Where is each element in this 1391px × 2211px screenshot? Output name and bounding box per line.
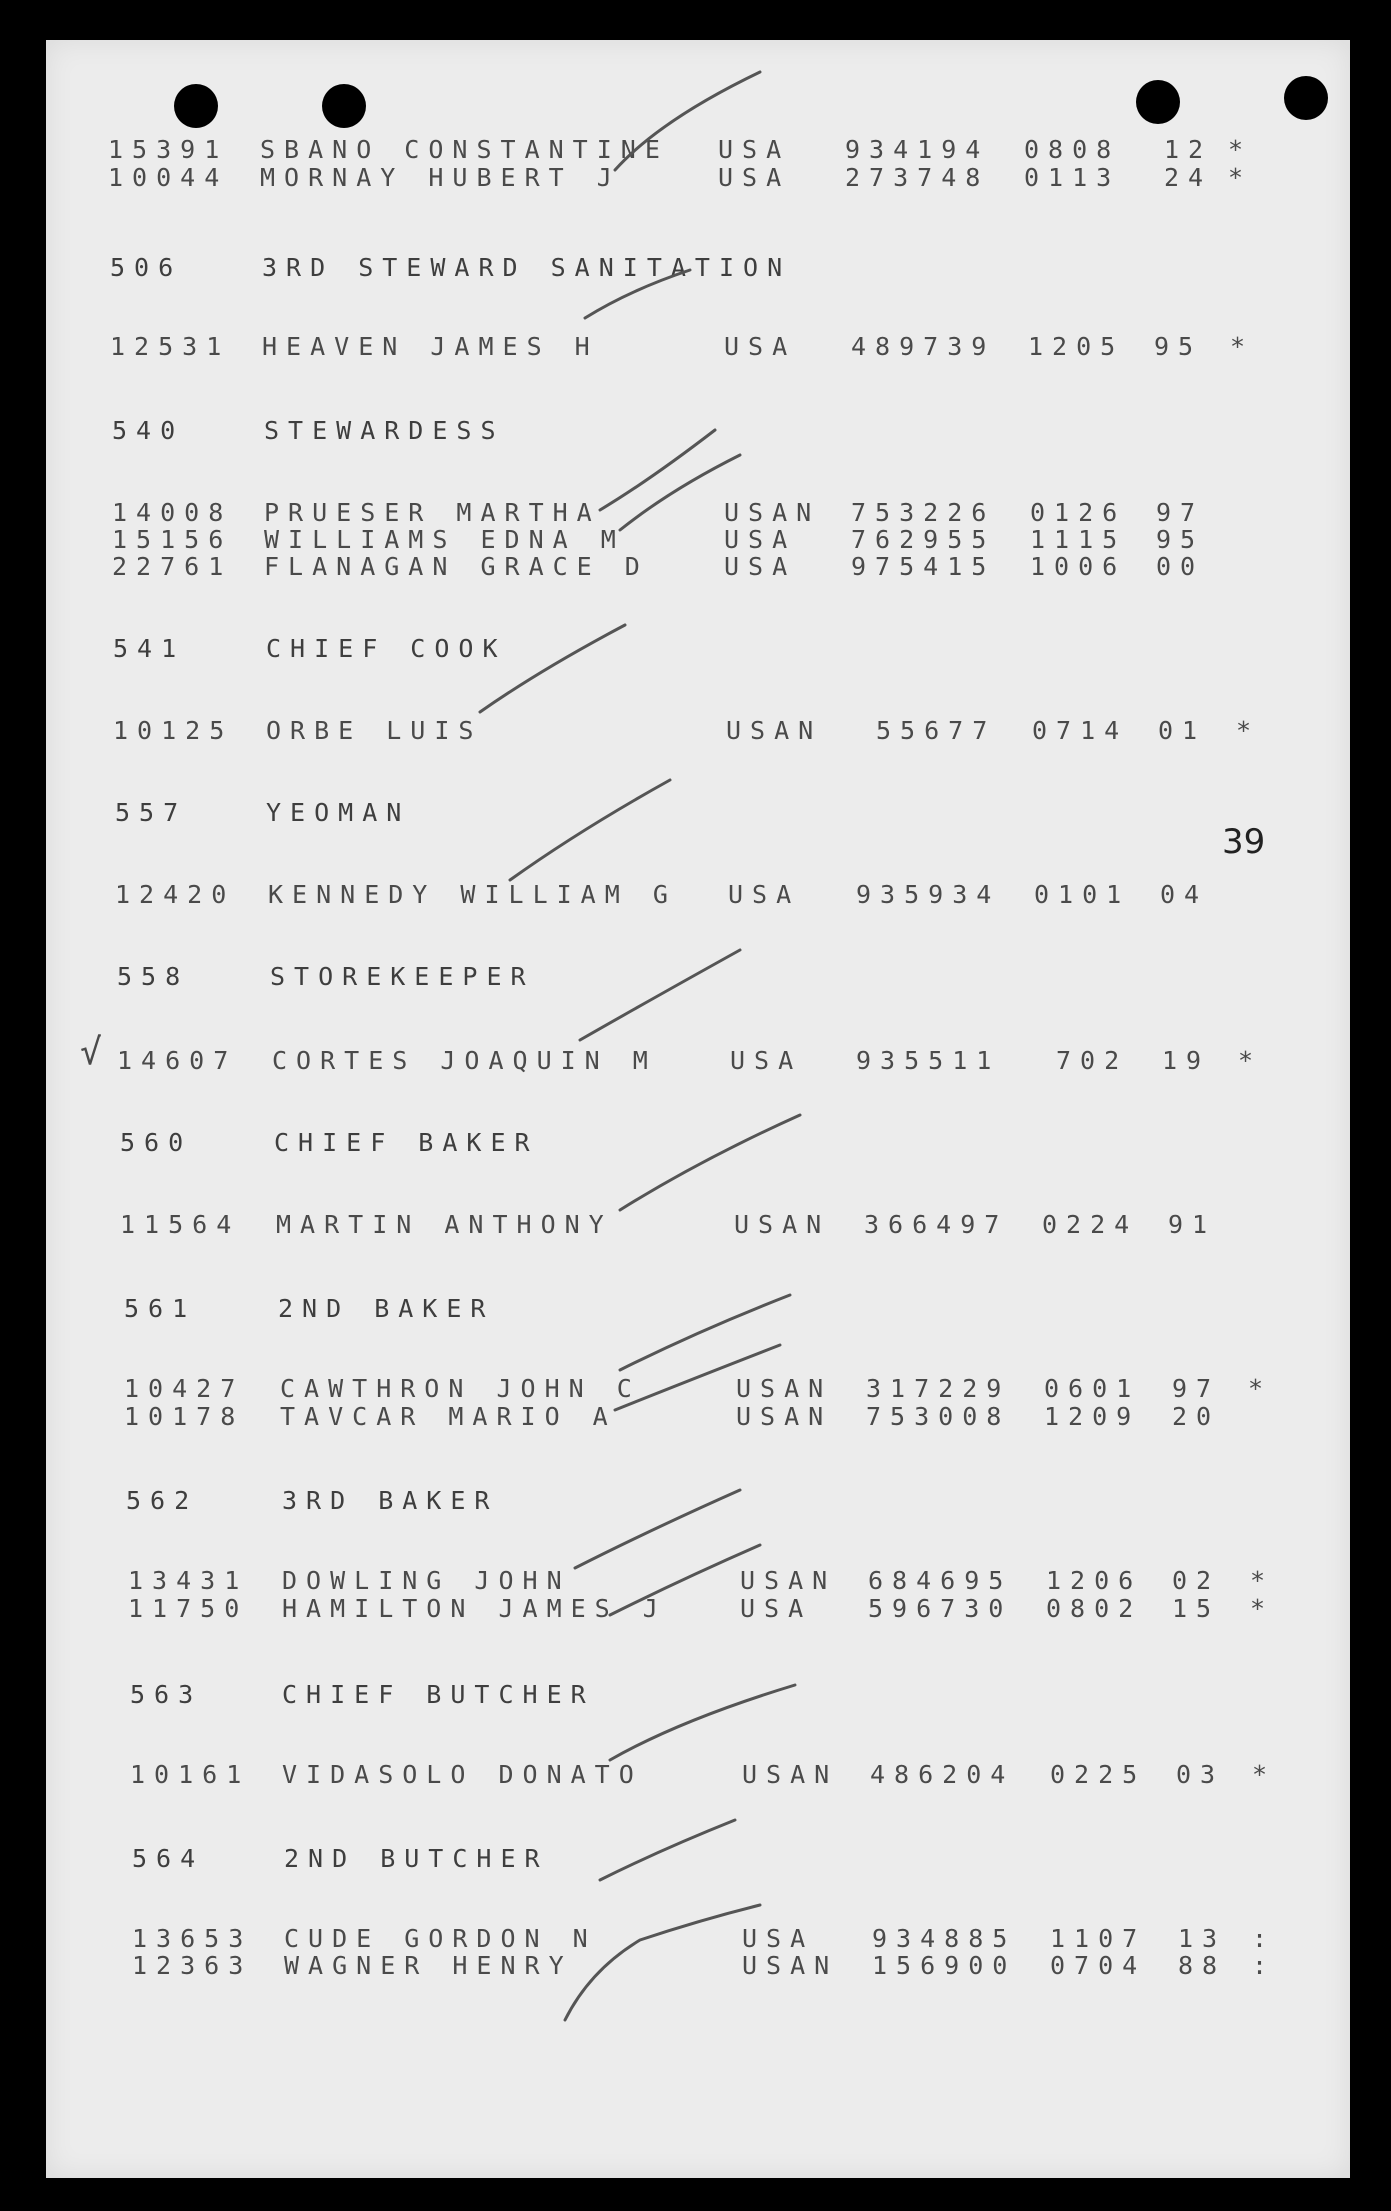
section-code: 506 — [110, 253, 183, 282]
entry-mark: * — [1252, 1760, 1277, 1789]
crew-entry-row — [0, 498, 1391, 528]
entry-mark: * — [1248, 1374, 1273, 1403]
margin-tick-mark: √ — [80, 1032, 102, 1073]
section-header — [0, 253, 1391, 283]
section-code: 562 — [126, 1486, 199, 1515]
entry-mark: : — [1252, 1924, 1277, 1953]
entry-nationality: USAN — [734, 1210, 831, 1239]
entry-value: 19 — [1162, 1046, 1211, 1075]
entry-code: 0704 — [1050, 1951, 1147, 1980]
crew-entry-row — [0, 332, 1391, 362]
entry-number: 11750 — [128, 1594, 249, 1623]
entry-code: 0101 — [1034, 880, 1131, 909]
entry-nationality: USAN — [726, 716, 823, 745]
entry-nationality: USAN — [742, 1951, 839, 1980]
entry-value: 91 — [1168, 1210, 1217, 1239]
entry-value: 15 — [1172, 1594, 1221, 1623]
section-code: 558 — [117, 962, 190, 991]
section-title: 3RD STEWARD SANITATION — [262, 253, 792, 282]
entry-code: 0224 — [1042, 1210, 1139, 1239]
crew-entry-row — [0, 1951, 1391, 1981]
section-code: 561 — [124, 1294, 197, 1323]
entry-nationality: USA — [724, 332, 797, 361]
section-code: 563 — [130, 1680, 203, 1709]
entry-id-number: 486204 — [870, 1760, 1015, 1789]
section-title: CHIEF BUTCHER — [282, 1680, 595, 1709]
entry-number: 12531 — [110, 332, 231, 361]
section-code: 540 — [112, 416, 185, 445]
entry-name: MORNAY HUBERT J — [260, 163, 621, 192]
entry-value: 88 — [1178, 1951, 1227, 1980]
entry-number: 12363 — [132, 1951, 253, 1980]
entry-number: 10161 — [130, 1760, 251, 1789]
entry-mark: * — [1228, 163, 1253, 192]
entry-value: 95 — [1154, 332, 1203, 361]
section-header — [0, 1294, 1391, 1324]
entry-name: MARTIN ANTHONY — [276, 1210, 613, 1239]
entry-number: 15156 — [112, 525, 233, 554]
entry-number: 22761 — [112, 552, 233, 581]
entry-name: TAVCAR MARIO A — [280, 1402, 617, 1431]
entry-value: 13 — [1178, 1924, 1227, 1953]
entry-number: 10178 — [124, 1402, 245, 1431]
entry-id-number: 934885 — [872, 1924, 1017, 1953]
section-header — [0, 416, 1391, 446]
entry-value: 02 — [1172, 1566, 1221, 1595]
entry-nationality: USAN — [742, 1760, 839, 1789]
entry-code: 0714 — [1032, 716, 1129, 745]
entry-name: HEAVEN JAMES H — [262, 332, 599, 361]
entry-name: VIDASOLO DONATO — [282, 1760, 643, 1789]
entry-mark: * — [1230, 332, 1255, 361]
section-code: 541 — [113, 634, 186, 663]
section-title: STOREKEEPER — [270, 962, 535, 991]
entry-number: 15391 — [108, 135, 229, 164]
entry-number: 10427 — [124, 1374, 245, 1403]
crew-entry-row — [0, 716, 1391, 746]
section-header — [0, 1128, 1391, 1158]
entry-id-number: 762955 — [851, 525, 996, 554]
entry-code: 1006 — [1030, 552, 1127, 581]
crew-entry-row — [0, 1566, 1391, 1596]
entry-number: 13653 — [132, 1924, 253, 1953]
entry-mark: * — [1250, 1566, 1275, 1595]
entry-value: 20 — [1172, 1402, 1221, 1431]
entry-code: 0225 — [1050, 1760, 1147, 1789]
crew-entry-row — [0, 1046, 1391, 1076]
entry-number: 12420 — [115, 880, 236, 909]
crew-entry-row — [0, 1210, 1391, 1240]
section-header — [0, 634, 1391, 664]
entry-code: 0601 — [1044, 1374, 1141, 1403]
entry-name: PRUESER MARTHA — [264, 498, 601, 527]
crew-entry-row — [0, 552, 1391, 582]
entry-number: 11564 — [120, 1210, 241, 1239]
entry-name: SBANO CONSTANTINE — [260, 135, 669, 164]
entry-nationality: USA — [718, 163, 791, 192]
section-header — [0, 798, 1391, 828]
section-code: 560 — [120, 1128, 193, 1157]
entry-code: 1205 — [1028, 332, 1125, 361]
section-title: STEWARDESS — [264, 416, 505, 445]
entry-name: DOWLING JOHN — [282, 1566, 571, 1595]
section-title: 3RD BAKER — [282, 1486, 499, 1515]
entry-id-number: 366497 — [864, 1210, 1009, 1239]
section-title: CHIEF BAKER — [274, 1128, 539, 1157]
entry-nationality: USAN — [724, 498, 821, 527]
entry-name: FLANAGAN GRACE D — [264, 552, 649, 581]
entry-mark: : — [1252, 1951, 1277, 1980]
entry-id-number: 935511 — [856, 1046, 1001, 1075]
crew-entry-row — [0, 163, 1391, 193]
section-title: 2ND BUTCHER — [284, 1844, 549, 1873]
page-number: 39 — [1222, 822, 1266, 862]
entry-mark: * — [1228, 135, 1253, 164]
entry-nationality: USA — [724, 525, 797, 554]
entry-code: 1206 — [1046, 1566, 1143, 1595]
section-header — [0, 1486, 1391, 1516]
entry-code: 0126 — [1030, 498, 1127, 527]
entry-code: 1107 — [1050, 1924, 1147, 1953]
section-code: 564 — [132, 1844, 205, 1873]
crew-entry-row — [0, 1760, 1391, 1790]
section-header — [0, 1680, 1391, 1710]
entry-name: CAWTHRON JOHN C — [280, 1374, 641, 1403]
entry-value: 00 — [1156, 552, 1205, 581]
entry-value: 01 — [1158, 716, 1207, 745]
entry-name: CORTES JOAQUIN M — [272, 1046, 657, 1075]
entry-id-number: 753226 — [851, 498, 996, 527]
entry-code: 1209 — [1044, 1402, 1141, 1431]
entry-value: 04 — [1160, 880, 1209, 909]
entry-code: 0802 — [1046, 1594, 1143, 1623]
entry-code: 0808 — [1024, 135, 1121, 164]
crew-entry-row — [0, 135, 1391, 165]
entry-code: 702 — [1056, 1046, 1129, 1075]
entry-value: 24 — [1164, 163, 1213, 192]
entry-nationality: USA — [742, 1924, 815, 1953]
entry-name: ORBE LUIS — [266, 716, 483, 745]
entry-name: CUDE GORDON N — [284, 1924, 597, 1953]
entry-nationality: USA — [730, 1046, 803, 1075]
entry-nationality: USAN — [740, 1566, 837, 1595]
crew-entry-row — [0, 880, 1391, 910]
entry-id-number: 55677 — [876, 716, 997, 745]
section-title: CHIEF COOK — [266, 634, 507, 663]
entry-value: 95 — [1156, 525, 1205, 554]
entry-nationality: USA — [740, 1594, 813, 1623]
entry-name: KENNEDY WILLIAM G — [268, 880, 677, 909]
entry-id-number: 934194 — [845, 135, 990, 164]
section-title: YEOMAN — [266, 798, 411, 827]
crew-entry-row — [0, 1924, 1391, 1954]
entry-nationality: USAN — [736, 1374, 833, 1403]
entry-number: 14607 — [117, 1046, 238, 1075]
crew-entry-row — [0, 1594, 1391, 1624]
entry-id-number: 935934 — [856, 880, 1001, 909]
section-code: 557 — [115, 798, 188, 827]
entry-nationality: USA — [724, 552, 797, 581]
entry-nationality: USA — [718, 135, 791, 164]
entry-value: 03 — [1176, 1760, 1225, 1789]
punch-hole — [322, 84, 366, 128]
entry-number: 13431 — [128, 1566, 249, 1595]
entry-name: WILLIAMS EDNA M — [264, 525, 625, 554]
crew-entry-row — [0, 1374, 1391, 1404]
entry-id-number: 684695 — [868, 1566, 1013, 1595]
entry-name: HAMILTON JAMES J — [282, 1594, 667, 1623]
section-header — [0, 1844, 1391, 1874]
section-header — [0, 962, 1391, 992]
entry-nationality: USAN — [736, 1402, 833, 1431]
entry-number: 10044 — [108, 163, 229, 192]
punch-hole — [174, 84, 218, 128]
crew-entry-row — [0, 525, 1391, 555]
entry-id-number: 753008 — [866, 1402, 1011, 1431]
entry-number: 10125 — [113, 716, 234, 745]
punch-hole — [1284, 76, 1328, 120]
punch-hole — [1136, 80, 1180, 124]
entry-number: 14008 — [112, 498, 233, 527]
entry-nationality: USA — [728, 880, 801, 909]
entry-value: 97 — [1172, 1374, 1221, 1403]
crew-entry-row — [0, 1402, 1391, 1432]
entry-value: 12 — [1164, 135, 1213, 164]
entry-id-number: 489739 — [851, 332, 996, 361]
entry-id-number: 273748 — [845, 163, 990, 192]
entry-id-number: 156900 — [872, 1951, 1017, 1980]
entry-mark: * — [1236, 716, 1261, 745]
entry-id-number: 975415 — [851, 552, 996, 581]
entry-id-number: 596730 — [868, 1594, 1013, 1623]
entry-value: 97 — [1156, 498, 1205, 527]
entry-id-number: 317229 — [866, 1374, 1011, 1403]
entry-mark: * — [1250, 1594, 1275, 1623]
section-title: 2ND BAKER — [278, 1294, 495, 1323]
entry-name: WAGNER HENRY — [284, 1951, 573, 1980]
entry-code: 1115 — [1030, 525, 1127, 554]
entry-mark: * — [1238, 1046, 1263, 1075]
entry-code: 0113 — [1024, 163, 1121, 192]
